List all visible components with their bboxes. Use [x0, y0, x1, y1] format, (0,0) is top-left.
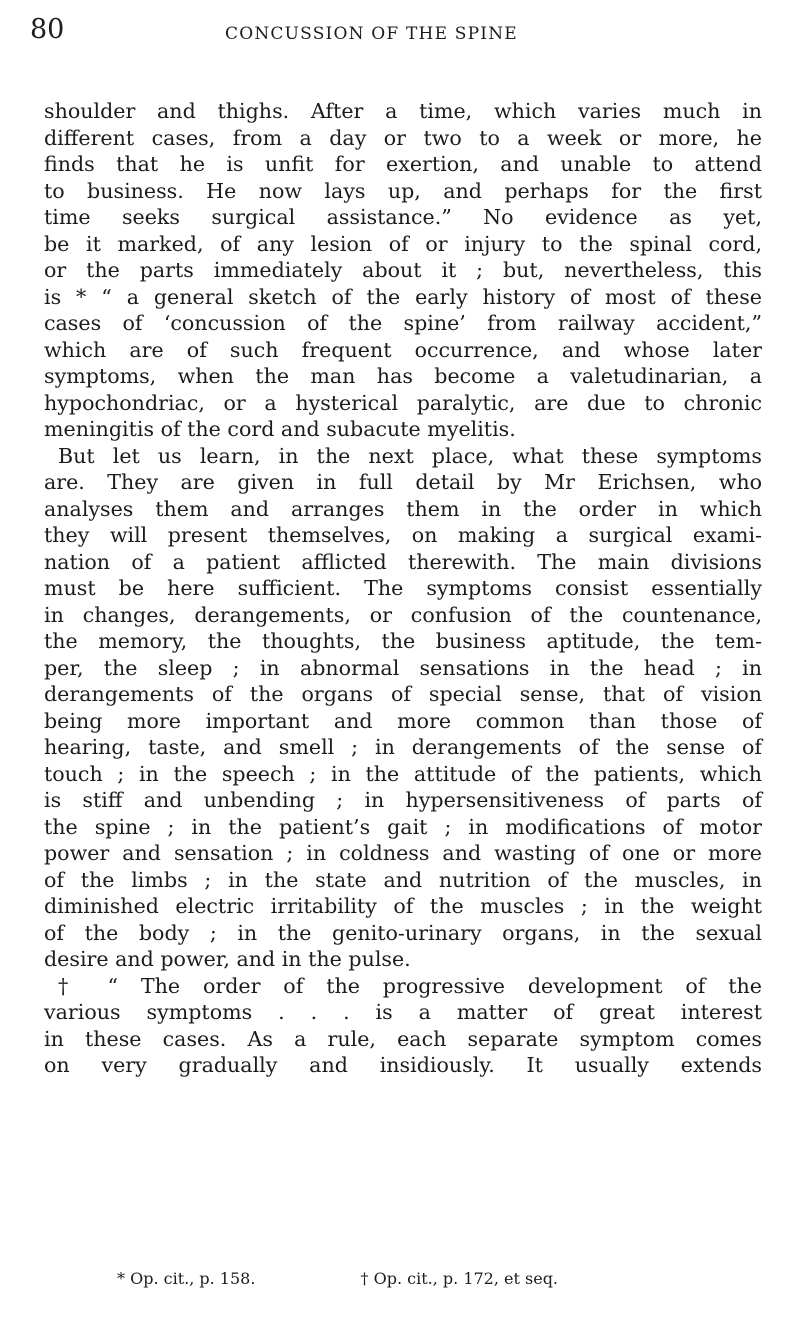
text-line: analyses them and arranges them in the order in which [44, 496, 762, 521]
text-line: cases of ‘concussion of the spine’ from railway accident,” [44, 311, 762, 335]
text-line: derangements of the organs of special sense, that of vision [44, 682, 762, 706]
text-line: is stiff and unbending ; in hypersensitiveness of parts of [44, 788, 762, 812]
text-line: per, the sleep ; in abnormal sensations in the head ; in [44, 655, 762, 680]
text-line: diminished electric irritability of the muscles ; in the weight [44, 894, 762, 918]
text-line: of the body ; in the genito-urinary organs, in the sexual [44, 920, 762, 945]
text-line: different cases, from a day or two to a week or more, he [44, 125, 762, 150]
text-line: various symptoms . . . is a matter of great interest [44, 1000, 762, 1024]
text-line: But let us learn, in the next place, what these symptoms [58, 443, 762, 468]
body-text [44, 98, 762, 1079]
text-line: is * “ a general sketch of the early history of most of these [44, 284, 762, 309]
text-line: are. They are given in full detail by Mr Erichsen, who [44, 470, 762, 494]
text-line: of the limbs ; in the state and nutrition of the muscles, in [44, 867, 762, 892]
text-line: † “ The order of the progressive development of the [58, 973, 762, 998]
text-line: touch ; in the speech ; in the attitude of the patients, which [44, 761, 762, 786]
text-line: time seeks surgical assistance.” No evidence as yet, [44, 205, 762, 229]
text-line: being more important and more common than those of [44, 708, 762, 733]
text-line: on very gradually and insidiously. It usually extends [44, 1053, 762, 1077]
text-line: they will present themselves, on making a surgical exami- [44, 523, 762, 547]
text-line: or the parts immediately about it ; but, nevertheless, this [44, 258, 762, 282]
text-line: in these cases. As a rule, each separate symptom comes [44, 1026, 762, 1051]
text-line: hypochondriac, or a hysterical paralytic, are due to chronic [44, 390, 762, 415]
text-line: be it marked, of any lesion of or injury to the spinal cord, [44, 231, 762, 256]
text-line: to business. He now lays up, and perhaps for the first [44, 178, 762, 203]
text-line: meningitis of the cord and subacute myelitis. [44, 417, 516, 441]
text-line: power and sensation ; in coldness and wasting of one or more [44, 841, 762, 865]
footnotes [117, 1269, 558, 1288]
page-number: 80 [30, 14, 65, 45]
footnote-1: * Op. cit., p. 158. [117, 1269, 256, 1288]
text-line: in changes, derangements, or confusion of the countenance, [44, 602, 762, 627]
text-line: shoulder and thighs. After a time, which varies much in [44, 99, 762, 123]
text-line: the memory, the thoughts, the business aptitude, the tem- [44, 629, 762, 653]
text-line: symptoms, when the man has become a valetudinarian, a [44, 364, 762, 388]
text-line: must be here sufficient. The symptoms consist essentially [44, 576, 762, 600]
running-title: CONCUSSION OF THE SPINE [225, 24, 518, 44]
text-line: the spine ; in the patient’s gait ; in modifications of motor [44, 814, 762, 839]
text-line: desire and power, and in the pulse. [44, 947, 411, 971]
footnote-2: † Op. cit., p. 172, et seq. [360, 1269, 559, 1288]
text-line: finds that he is unfit for exertion, and unable to attend [44, 152, 762, 176]
text-line: which are of such frequent occurrence, and whose later [44, 337, 762, 362]
text-line: hearing, taste, and smell ; in derangements of the sense of [44, 735, 762, 759]
text-line: nation of a patient afflicted therewith. The main divisions [44, 549, 762, 574]
